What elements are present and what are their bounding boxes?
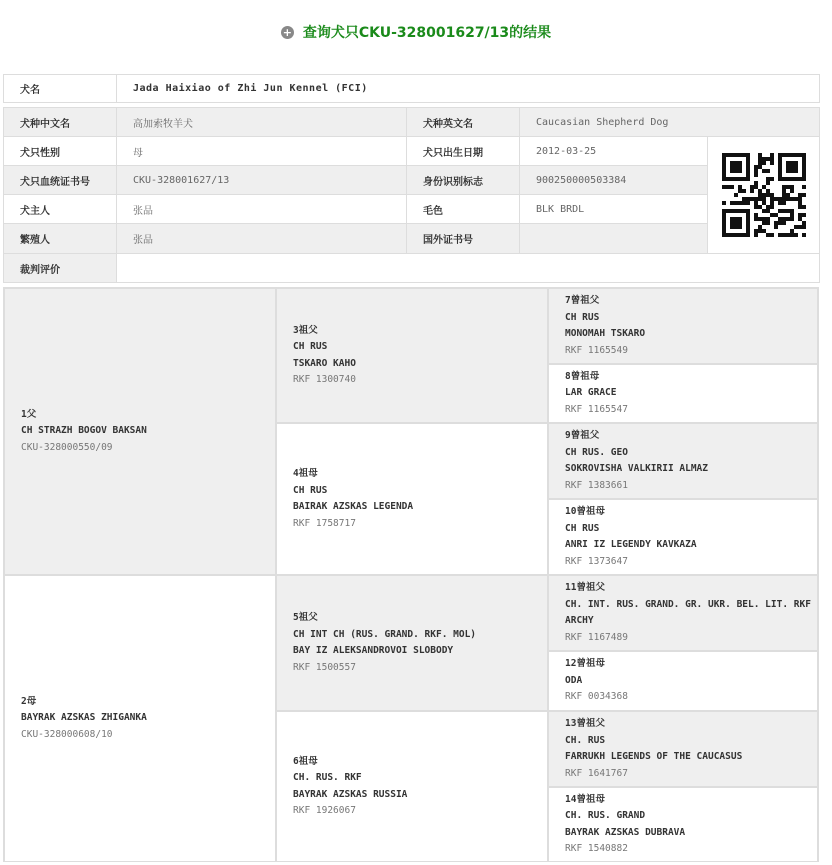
- info-row-cert: [4, 166, 820, 195]
- pedigree-gen3-10[interactable]: [548, 499, 818, 575]
- breed-cn-label: 犬种中文名: [4, 108, 117, 137]
- ancestor-relation: 11曾祖父: [565, 582, 605, 593]
- ancestor-relation: 4祖母: [293, 468, 318, 479]
- ancestor-relation: 14曾祖母: [565, 793, 605, 805]
- foreign-cert-value: [520, 224, 708, 254]
- breeder-value: 张品: [117, 224, 407, 254]
- pedigree-gen2-5[interactable]: [276, 575, 548, 711]
- ancestor-name: MONOMAH TSKARO: [565, 328, 646, 339]
- ancestor-name: ARCHY: [565, 615, 594, 626]
- breeder-label: 繁殖人: [4, 224, 117, 254]
- judge-value: [117, 254, 820, 283]
- ancestor-relation: 9曾祖父: [565, 430, 600, 441]
- ancestor-title: CH. RUS: [565, 734, 606, 746]
- ancestor-relation: 10曾祖母: [565, 506, 605, 517]
- ancestor-reg: RKF 1167489: [565, 631, 628, 643]
- ancestor-relation: 6祖母: [293, 755, 318, 767]
- ancestor-relation: 7曾祖父: [565, 295, 600, 306]
- judge-label: 裁判评价: [4, 254, 117, 283]
- ancestor-reg: RKF 1500557: [293, 661, 356, 673]
- ancestor-title: CH. RUS. RKF: [293, 772, 362, 783]
- ancestor-name: BAY IZ ALEKSANDROVOI SLOBODY: [293, 645, 454, 656]
- ancestor-name: ANRI IZ LEGENDY KAVKAZA: [565, 539, 697, 550]
- ancestor-name: TSKARO KAHO: [293, 357, 356, 369]
- pedigree-gen2-6[interactable]: [276, 711, 548, 862]
- sire-reg: CKU-328000550/09: [21, 441, 113, 453]
- pedigree-dam[interactable]: [4, 575, 276, 862]
- pedigree-chart: [3, 287, 819, 862]
- dog-info-table: [3, 74, 820, 283]
- color-value: BLK BRDL: [520, 195, 708, 224]
- ancestor-name: BAYRAK AZSKAS RUSSIA: [293, 788, 408, 800]
- sire-name: CH STRAZH BOGOV BAKSAN: [21, 425, 147, 437]
- page-title-text: 查询犬只CKU-328001627/13的结果: [302, 25, 552, 41]
- ancestor-relation: 3祖父: [293, 324, 318, 336]
- ancestor-title: CH. RUS. GRAND: [565, 810, 646, 821]
- ancestor-relation: 12曾祖母: [565, 658, 605, 670]
- ancestor-reg: RKF 0034368: [565, 691, 628, 703]
- ancestor-reg: RKF 1641767: [565, 767, 628, 779]
- info-row-name: [4, 75, 820, 103]
- dam-reg: CKU-328000608/10: [21, 728, 113, 740]
- foreign-cert-label: 国外证书号: [407, 224, 520, 254]
- sire-relation: 1父: [21, 408, 37, 420]
- pedigree-gen3-14[interactable]: [548, 787, 818, 862]
- ancestor-reg: RKF 1540882: [565, 843, 628, 854]
- ancestor-title: CH RUS. GEO: [565, 446, 628, 458]
- page-title: [0, 20, 832, 44]
- ancestor-title: CH RUS: [293, 484, 328, 496]
- owner-value: 张品: [117, 195, 407, 224]
- ancestor-reg: RKF 1383661: [565, 479, 628, 491]
- info-row-sex: [4, 137, 820, 166]
- ancestor-title: CH RUS: [565, 311, 600, 323]
- ancestor-reg: RKF 1758717: [293, 517, 356, 529]
- color-label: 毛色: [407, 195, 520, 224]
- qr-code-icon: [722, 153, 806, 237]
- expand-icon[interactable]: +: [282, 25, 292, 39]
- info-row-breeder: [4, 224, 820, 254]
- ancestor-title: CH RUS: [293, 341, 328, 352]
- ancestor-reg: RKF 1165547: [565, 403, 628, 415]
- birth-date-value: 2012-03-25: [520, 137, 708, 166]
- info-row-breed: [4, 108, 820, 137]
- ancestor-name: BAYRAK AZSKAS DUBRAVA: [565, 826, 686, 838]
- ancestor-reg: RKF 1300740: [293, 374, 356, 385]
- ancestor-title: CH. INT. RUS. GRAND. GR. UKR. BEL. LIT. RKF: [565, 598, 811, 610]
- ancestor-relation: 5祖父: [293, 612, 318, 623]
- qr-code-cell: [708, 137, 820, 254]
- ancestor-title: CH RUS: [565, 522, 600, 534]
- pedigree-gen2-4[interactable]: [276, 423, 548, 575]
- ancestor-name: ODA: [565, 674, 583, 686]
- info-row-judge: [4, 254, 820, 283]
- pedigree-gen3-13[interactable]: [548, 711, 818, 787]
- owner-label: 犬主人: [4, 195, 117, 224]
- breed-en-label: 犬种英文名: [407, 108, 520, 137]
- pedigree-gen3-8[interactable]: [548, 364, 818, 423]
- ancestor-relation: 8曾祖母: [565, 370, 600, 382]
- birth-date-label: 犬只出生日期: [407, 137, 520, 166]
- cert-label: 犬只血统证书号: [4, 166, 117, 195]
- ancestor-reg: RKF 1926067: [293, 805, 356, 816]
- ancestor-name: SOKROVISHA VALKIRII ALMAZ: [565, 463, 708, 474]
- pedigree-gen3-12[interactable]: [548, 651, 818, 711]
- breed-en-value: Caucasian Shepherd Dog: [520, 108, 820, 137]
- ancestor-name: LAR GRACE: [565, 387, 617, 399]
- pedigree-gen2-3[interactable]: [276, 288, 548, 423]
- ancestor-title: CH INT CH (RUS. GRAND. RKF. MOL): [293, 628, 477, 640]
- dog-name-value: Jada Haixiao of Zhi Jun Kennel (FCI): [117, 75, 820, 103]
- ancestor-relation: 13曾祖父: [565, 718, 605, 729]
- pedigree-gen3-7[interactable]: [548, 288, 818, 364]
- dam-relation: 2母: [21, 695, 37, 707]
- pedigree-sire[interactable]: [4, 288, 276, 575]
- ancestor-name: FARRUKH LEGENDS OF THE CAUCASUS: [565, 751, 743, 762]
- dam-name: BAYRAK AZSKAS ZHIGANKA: [21, 712, 147, 724]
- sex-label: 犬只性别: [4, 137, 117, 166]
- ancestor-reg: RKF 1373647: [565, 555, 628, 567]
- chip-value: 900250000503384: [520, 166, 708, 195]
- ancestor-name: BAIRAK AZSKAS LEGENDA: [293, 501, 414, 512]
- pedigree-gen3-11[interactable]: [548, 575, 818, 651]
- info-row-owner: [4, 195, 820, 224]
- ancestor-reg: RKF 1165549: [565, 344, 628, 356]
- cert-value: CKU-328001627/13: [117, 166, 407, 195]
- breed-cn-value: 高加索牧羊犬: [117, 108, 407, 137]
- dog-name-label: 犬名: [4, 75, 117, 103]
- pedigree-gen3-9[interactable]: [548, 423, 818, 499]
- sex-value: 母: [117, 137, 407, 166]
- chip-label: 身份识别标志: [407, 166, 520, 195]
